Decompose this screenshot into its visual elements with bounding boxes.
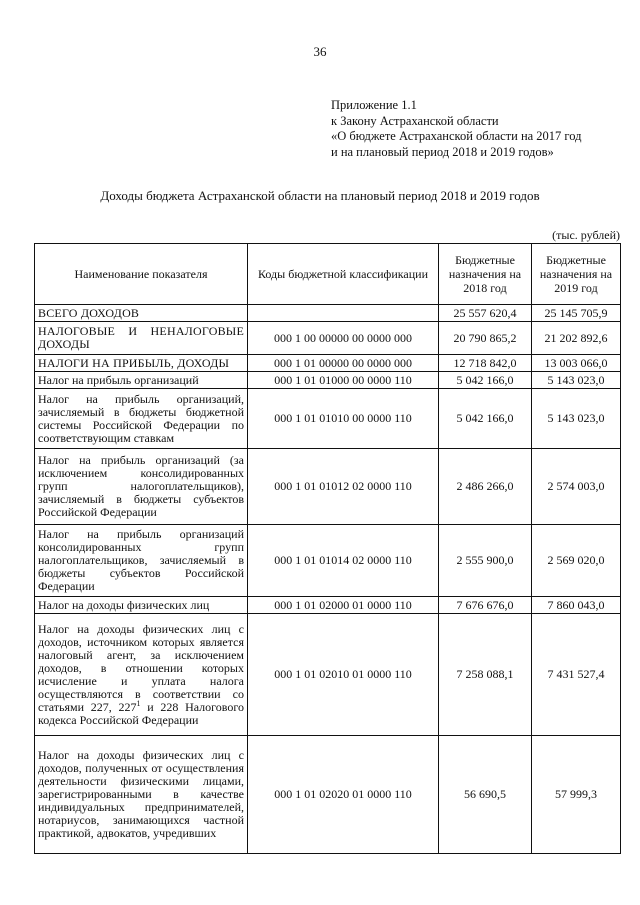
appendix-line: «О бюджете Астраханской области на 2017 год — [331, 129, 582, 143]
row-2018: 5 042 166,0 — [439, 389, 532, 449]
row-name: НАЛОГИ НА ПРИБЫЛЬ, ДОХОДЫ — [35, 355, 248, 372]
header-code: Коды бюджетной классификации — [248, 244, 439, 305]
table-row — [35, 372, 621, 389]
unit-label: (тыс. рублей) — [552, 228, 620, 242]
header-2019: Бюджетные назначения на 2019 год — [532, 244, 621, 305]
header-2018: Бюджетные назначения на 2018 год — [439, 244, 532, 305]
row-name — [35, 614, 248, 736]
appendix-header — [331, 98, 582, 160]
row-2019: 25 145 705,9 — [532, 305, 621, 322]
appendix-line: и на плановый период 2018 и 2019 годов» — [331, 144, 554, 159]
row-name: ВСЕГО ДОХОДОВ — [35, 305, 248, 322]
row-2018: 2 555 900,0 — [439, 525, 532, 597]
row-2018: 20 790 865,2 — [439, 322, 532, 355]
row-2019: 7 860 043,0 — [532, 597, 621, 614]
row-2019: 7 431 527,4 — [532, 614, 621, 736]
document-title: Доходы бюджета Астраханской области на плановый период 2018 и 2019 годов — [100, 188, 540, 203]
table-header-row — [35, 244, 621, 305]
row-2018: 25 557 620,4 — [439, 305, 532, 322]
row-name-part: и 228 Налогового кодекса Российской Федерации — [38, 699, 244, 727]
row-2019: 2 569 020,0 — [532, 525, 621, 597]
superscript: 1 — [136, 698, 141, 708]
row-2019: 57 999,3 — [532, 736, 621, 854]
row-code: 000 1 01 02010 01 0000 110 — [248, 614, 439, 736]
row-code: 000 1 01 01014 02 0000 110 — [248, 525, 439, 597]
row-code: 000 1 01 01000 00 0000 110 — [248, 372, 439, 389]
table-row — [35, 525, 621, 597]
row-2018: 7 258 088,1 — [439, 614, 532, 736]
row-name: Налог на прибыль организаций, зачисляемый в бюджеты бюджетной системы Российской Федерации по соответствующим ставкам — [35, 389, 248, 449]
revenue-table — [34, 243, 621, 854]
row-name: НАЛОГОВЫЕ И НЕНАЛОГОВЫЕ ДОХОДЫ — [35, 322, 248, 355]
row-name: Налог на доходы физических лиц с доходов, полученных от осуществления деятельности физическими лицами, зарегистрированными в качестве индивидуальных предпринимателей, нотариусов, занимающихся частной практикой, адвокатов, учредивших — [35, 736, 248, 854]
page-number: 36 — [313, 44, 327, 59]
row-2019: 13 003 066,0 — [532, 355, 621, 372]
table-row — [35, 389, 621, 449]
table-row — [35, 736, 621, 854]
table-row — [35, 305, 621, 322]
row-2018: 7 676 676,0 — [439, 597, 532, 614]
row-name: Налог на прибыль организаций (за исключением консолидированных групп налогоплательщиков), зачисляемый в бюджеты субъектов Российской Федерации — [35, 449, 248, 525]
row-2019: 21 202 892,6 — [532, 322, 621, 355]
row-2018: 56 690,5 — [439, 736, 532, 854]
row-2018: 5 042 166,0 — [439, 372, 532, 389]
row-2019: 2 574 003,0 — [532, 449, 621, 525]
appendix-line: Приложение 1.1 — [331, 98, 417, 112]
table-row — [35, 597, 621, 614]
row-code: 000 1 00 00000 00 0000 000 — [248, 322, 439, 355]
appendix-line: к Закону Астраханской области — [331, 113, 499, 128]
row-name: Налог на прибыль организаций — [35, 372, 248, 389]
row-2018: 12 718 842,0 — [439, 355, 532, 372]
row-code: 000 1 01 02020 01 0000 110 — [248, 736, 439, 854]
row-code: 000 1 01 02000 01 0000 110 — [248, 597, 439, 614]
row-2019: 5 143 023,0 — [532, 372, 621, 389]
table-row — [35, 614, 621, 736]
row-2018: 2 486 266,0 — [439, 449, 532, 525]
header-name: Наименование показателя — [35, 244, 248, 305]
row-code: 000 1 01 01012 02 0000 110 — [248, 449, 439, 525]
table-row — [35, 322, 621, 355]
row-name: Налог на доходы физических лиц — [35, 597, 248, 614]
row-code: 000 1 01 00000 00 0000 000 — [248, 355, 439, 372]
row-name: Налог на прибыль организаций консолидированных групп налогоплательщиков, зачисляемый в бюджеты субъектов Российской Федерации — [35, 525, 248, 597]
row-code: 000 1 01 01010 00 0000 110 — [248, 389, 439, 449]
row-name-part: Налог на доходы физических лиц с доходов, источником которых является налоговый агент, за исключением доходов, в отношении которых исчисление и уплата налога осуществляются в соответствии со статьями 227, 227 — [38, 621, 244, 714]
table-row — [35, 449, 621, 525]
row-2019: 5 143 023,0 — [532, 389, 621, 449]
table-row — [35, 355, 621, 372]
row-code — [248, 305, 439, 322]
